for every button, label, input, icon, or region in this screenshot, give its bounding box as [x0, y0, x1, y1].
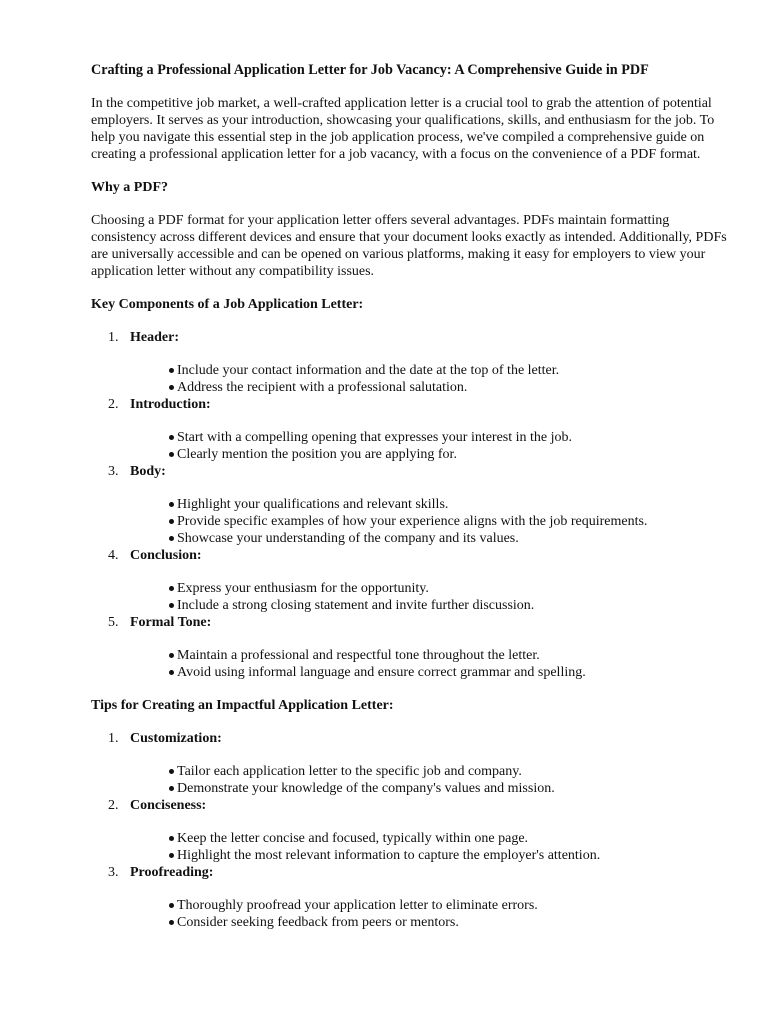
list-item — [91, 463, 728, 547]
bullet-dot-icon — [169, 903, 174, 908]
list-item-label: Header: — [130, 330, 179, 345]
bullet-text: Maintain a professional and respectful tone throughout the letter. — [177, 648, 540, 663]
bullet-dot-icon — [169, 786, 174, 791]
bullet-item — [169, 513, 728, 530]
bullet-dot-icon — [169, 536, 174, 541]
bullet-list — [130, 830, 728, 864]
bullet-item — [169, 847, 728, 864]
list-item-label: Customization: — [130, 731, 222, 746]
list-item-number: 1. — [108, 731, 119, 746]
bullet-item — [169, 446, 728, 463]
bullet-dot-icon — [169, 519, 174, 524]
bullet-list — [130, 763, 728, 797]
bullet-dot-icon — [169, 603, 174, 608]
bullet-dot-icon — [169, 452, 174, 457]
bullet-dot-icon — [169, 653, 174, 658]
bullet-list — [130, 897, 728, 931]
list-item — [91, 614, 728, 681]
list-item-label: Body: — [130, 464, 166, 479]
list-item-number: 3. — [108, 464, 119, 479]
list-item-number: 5. — [108, 615, 119, 630]
list-item-number: 2. — [108, 798, 119, 813]
bullet-text: Showcase your understanding of the company and its values. — [177, 531, 519, 546]
bullet-item — [169, 379, 728, 396]
bullet-text: Express your enthusiasm for the opportunity. — [177, 581, 429, 596]
bullet-list — [130, 496, 728, 547]
bullet-dot-icon — [169, 586, 174, 591]
list-item-number: 2. — [108, 397, 119, 412]
list-item — [91, 329, 728, 396]
bullet-dot-icon — [169, 769, 174, 774]
list-item-number: 1. — [108, 330, 119, 345]
bullet-item — [169, 914, 728, 931]
components-heading: Key Components of a Job Application Letter: — [91, 297, 364, 312]
why-pdf-paragraph: Choosing a PDF format for your application letter offers several advantages. PDFs maintain formatting consistency across different devices and ensure that your document looks exactly as intended. Additionally, PDFs are universally accessible and can be opened on various platforms, making it easy for employers to view your application letter without any compatibility issues. — [91, 213, 727, 279]
bullet-text: Thoroughly proofread your application letter to eliminate errors. — [177, 898, 538, 913]
bullet-text: Tailor each application letter to the specific job and company. — [177, 764, 522, 779]
tips-heading: Tips for Creating an Impactful Application Letter: — [91, 698, 394, 713]
list-item-number: 3. — [108, 865, 119, 880]
bullet-text: Highlight your qualifications and relevant skills. — [177, 497, 449, 512]
bullet-dot-icon — [169, 368, 174, 373]
bullet-dot-icon — [169, 853, 174, 858]
bullet-item — [169, 763, 728, 780]
bullet-item — [169, 664, 728, 681]
bullet-item — [169, 780, 728, 797]
bullet-dot-icon — [169, 385, 174, 390]
bullet-text: Include a strong closing statement and invite further discussion. — [177, 598, 535, 613]
bullet-text: Avoid using informal language and ensure correct grammar and spelling. — [177, 665, 586, 680]
bullet-list — [130, 647, 728, 681]
bullet-item — [169, 362, 728, 379]
bullet-text: Highlight the most relevant information to capture the employer's attention. — [177, 848, 601, 863]
bullet-dot-icon — [169, 670, 174, 675]
bullet-dot-icon — [169, 836, 174, 841]
bullet-item — [169, 530, 728, 547]
bullet-item — [169, 647, 728, 664]
list-item — [91, 396, 728, 463]
list-item — [91, 547, 728, 614]
bullet-item — [169, 830, 728, 847]
intro-paragraph: In the competitive job market, a well-crafted application letter is a crucial tool to grab the attention of potential employers. It serves as your introduction, showcasing your qualifications, skills, and enthusiasm for the job. To help you navigate this essential step in the job application process, we've compiled a comprehensive guide on creating a professional application letter for a job vacancy, with a focus on the convenience of a PDF format. — [91, 96, 715, 162]
list-item-label: Proofreading: — [130, 865, 214, 880]
list-item-label: Formal Tone: — [130, 615, 212, 630]
list-item-label: Conciseness: — [130, 798, 207, 813]
why-pdf-heading: Why a PDF? — [91, 180, 168, 195]
bullet-item — [169, 597, 728, 614]
bullet-dot-icon — [169, 920, 174, 925]
list-item-label: Conclusion: — [130, 548, 202, 563]
list-item-number: 4. — [108, 548, 119, 563]
list-item — [91, 730, 728, 797]
bullet-text: Clearly mention the position you are applying for. — [177, 447, 457, 462]
bullet-dot-icon — [169, 502, 174, 507]
bullet-item — [169, 429, 728, 446]
bullet-list — [130, 429, 728, 463]
bullet-list — [130, 580, 728, 614]
bullet-text: Start with a compelling opening that expresses your interest in the job. — [177, 430, 573, 445]
bullet-item — [169, 580, 728, 597]
components-list — [91, 329, 728, 681]
bullet-text: Address the recipient with a professional salutation. — [177, 380, 468, 395]
bullet-text: Include your contact information and the date at the top of the letter. — [177, 363, 560, 378]
bullet-dot-icon — [169, 435, 174, 440]
list-item — [91, 864, 728, 931]
bullet-item — [169, 897, 728, 914]
bullet-item — [169, 496, 728, 513]
bullet-text: Demonstrate your knowledge of the company's values and mission. — [177, 781, 555, 796]
document-title: Crafting a Professional Application Letter for Job Vacancy: A Comprehensive Guide in PDF — [91, 62, 649, 78]
list-item-label: Introduction: — [130, 397, 211, 412]
bullet-list — [130, 362, 728, 396]
list-item — [91, 797, 728, 864]
bullet-text: Provide specific examples of how your experience aligns with the job requirements. — [177, 514, 648, 529]
bullet-text: Consider seeking feedback from peers or mentors. — [177, 915, 459, 930]
bullet-text: Keep the letter concise and focused, typically within one page. — [177, 831, 529, 846]
tips-list — [91, 730, 728, 931]
